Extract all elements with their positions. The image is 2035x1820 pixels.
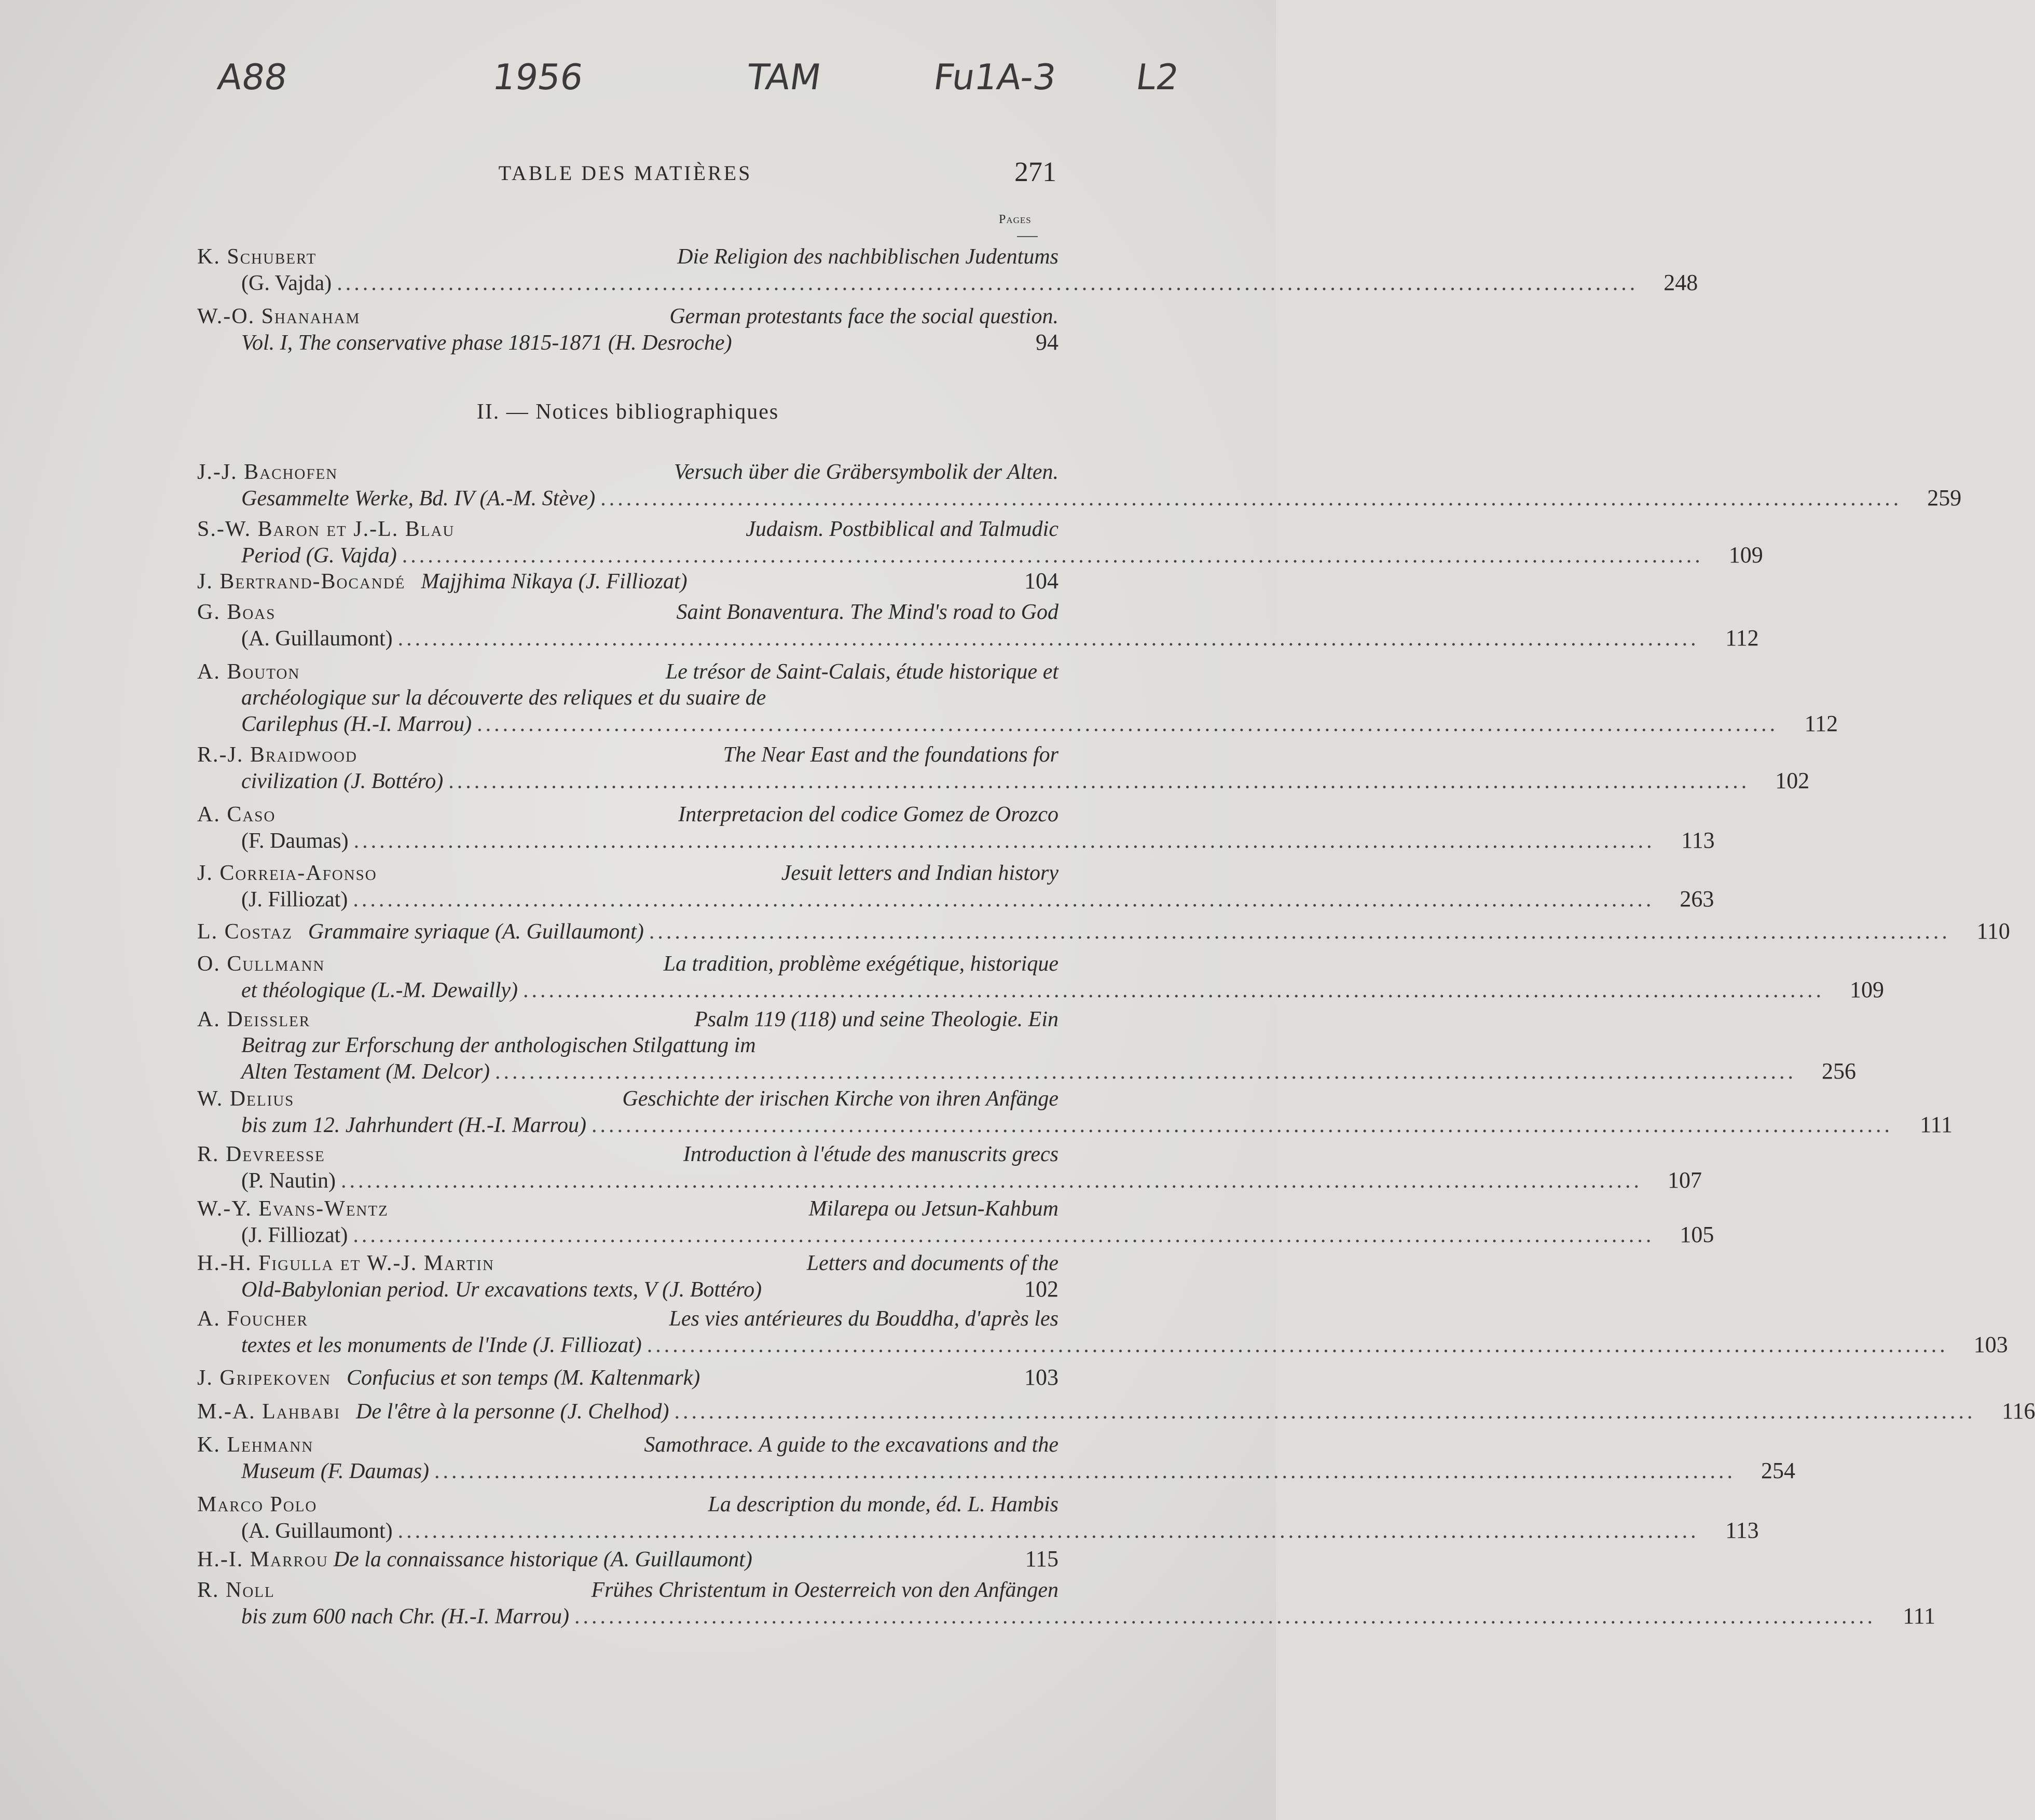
entry-title-line: Psalm 119 (118) und seine Theologie. Ein (694, 1008, 1058, 1031)
entry-title-line: archéologique sur la découverte des reliques et du suaire de (241, 686, 766, 710)
toc-entry (197, 860, 1714, 913)
toc-entry (197, 599, 1759, 652)
entry-author: R.-J. Braidwood (197, 743, 358, 767)
entry-title-line: Gesammelte Werke, Bd. IV (A.-M. Stève) (241, 487, 596, 511)
entry-title-line: Judaism. Postbiblical and Talmudic (746, 517, 1058, 541)
entry-title-line: Versuch über die Gräbersymbolik der Alten. (673, 460, 1058, 484)
entry-page: 107 (1668, 1167, 1702, 1193)
toc-entry (197, 304, 1058, 356)
entry-author: L. Costaz (197, 920, 293, 944)
toc-entry (197, 516, 1763, 569)
toc-entry (197, 459, 1962, 512)
entry-author: A. Caso (197, 803, 276, 826)
pages-column-label: Pages (999, 213, 1032, 226)
entry-title-line: Letters and documents of the (806, 1251, 1058, 1275)
entry-title-line: Introduction à l'étude des manuscrits grecs (683, 1142, 1058, 1166)
entry-author: W.-O. Shanaham (197, 305, 361, 328)
toc-entry (197, 1398, 2035, 1425)
toc-entry (197, 1492, 1759, 1544)
entry-title-line: De la connaissance historique (A. Guillaumont) (333, 1548, 752, 1571)
toc-entry (197, 1196, 1714, 1248)
toc-entry (197, 1432, 1796, 1484)
handwritten-mark-2: 1956 (490, 57, 586, 98)
entry-page: 248 (1663, 270, 1698, 295)
leader-dots: ........................................................................................................................................................ (523, 978, 1825, 1002)
entry-title-line: (P. Nautin) (241, 1169, 336, 1193)
entry-title-line: De l'être à la personne (J. Chelhod) (356, 1400, 669, 1424)
entry-title-line: Frühes Christentum in Oesterreich von den Anfängen (591, 1578, 1058, 1602)
entry-author: A. Foucher (197, 1307, 308, 1331)
running-header (197, 156, 1056, 197)
leader-dots: ........................................................................................................................................................ (341, 1169, 1642, 1193)
entry-title-line: Die Religion des nachbiblischen Judentums (677, 245, 1058, 269)
entry-author: K. Lehmann (197, 1433, 314, 1457)
entry-title-line: Le trésor de Saint-Calais, étude historique et (665, 660, 1058, 684)
toc-entry (197, 1006, 1857, 1085)
leader-dots: ........................................................................................................................................................ (600, 487, 1902, 511)
toc-entry (197, 659, 1838, 737)
entry-page: 111 (1920, 1112, 1952, 1137)
entry-title-line: Carilephus (H.-I. Marrou) (241, 712, 472, 736)
entry-page: 109 (1728, 542, 1763, 568)
entry-page: 103 (1024, 1364, 1058, 1390)
entry-title-line: German protestants face the social question. (669, 305, 1058, 328)
toc-entry (197, 1577, 1935, 1630)
entry-title-line: Majjhima Nikaya (J. Filliozat) (421, 570, 688, 594)
entry-author: H.-H. Figulla et W.-J. Martin (197, 1251, 494, 1275)
entry-author: A. Bouton (197, 660, 300, 684)
leader-dots: ........................................................................................................................................................ (591, 1113, 1893, 1137)
entry-title-line: (J. Filliozat) (241, 1223, 348, 1247)
entry-title-line: Grammaire syriaque (A. Guillaumont) (308, 920, 644, 944)
entry-page: 263 (1680, 886, 1714, 912)
leader-dots: ........................................................................................................................................................ (397, 627, 1699, 651)
entry-page: 102 (1775, 768, 1810, 793)
entry-title-line: Samothrace. A guide to the excavations and the (644, 1433, 1058, 1457)
entry-page: 102 (1024, 1276, 1058, 1302)
entry-page: 256 (1822, 1058, 1857, 1084)
entry-title-line: Saint Bonaventura. The Mind's road to God (676, 600, 1058, 624)
toc-entry (197, 1364, 1058, 1391)
header-page-number: 271 (1014, 156, 1056, 187)
leader-dots: ........................................................................................................................................................ (353, 1223, 1655, 1247)
entry-author: M.-A. Lahbabi (197, 1400, 340, 1424)
entry-title-line: Milarepa ou Jetsun-Kahbum (808, 1197, 1058, 1221)
entry-author: W. Delius (197, 1087, 295, 1111)
handwritten-mark-4: Fu1A-3 (931, 57, 1059, 98)
entry-author: G. Boas (197, 600, 276, 624)
leader-dots: ........................................................................................................................................................ (353, 829, 1655, 853)
entry-title-line: Confucius et son temps (M. Kaltenmark) (347, 1366, 700, 1390)
toc-entry (197, 918, 2010, 945)
toc-entry (197, 568, 1058, 595)
leader-dots: ........................................................................................................................................................ (402, 544, 1703, 568)
entry-page: 259 (1927, 485, 1962, 511)
entry-title-line: et théologique (L.-M. Dewailly) (241, 978, 518, 1002)
toc-entry (197, 1086, 1952, 1138)
entry-author: S.-W. Baron et J.-L. Blau (197, 517, 455, 541)
toc-entry (197, 742, 1810, 794)
entry-page: 254 (1761, 1458, 1796, 1483)
leader-dots: ........................................................................................................................................................ (574, 1605, 1876, 1629)
entry-author: J. Correia-Afonso (197, 861, 377, 885)
entry-title-line: Old-Babylonian period. Ur excavations texts, V (J. Bottéro) (241, 1278, 762, 1302)
entry-page: 94 (1036, 329, 1058, 355)
leader-dots: ........................................................................................................................................................ (337, 271, 1639, 295)
entry-title-line: Beitrag zur Erforschung der anthologischen Stilgattung im (241, 1033, 756, 1057)
entry-author: J. Bertrand-Bocandé (197, 570, 406, 594)
header-title: TABLE DES MATIÈRES (498, 161, 752, 185)
entry-title-line: Les vies antérieures du Bouddha, d'après les (669, 1307, 1058, 1331)
entry-author: W.-Y. Evans-Wentz (197, 1197, 389, 1221)
entry-title-line: civilization (J. Bottéro) (241, 769, 444, 793)
entry-title-line: The Near East and the foundations for (723, 743, 1058, 767)
entry-title-line: Vol. I, The conservative phase 1815-1871 (H. Desroche) (241, 331, 732, 355)
entry-author: R. Noll (197, 1578, 275, 1602)
entry-page: 110 (1976, 918, 2010, 944)
toc-entry (197, 951, 1885, 1003)
toc-entry (197, 1250, 1058, 1303)
entry-title-line: Period (G. Vajda) (241, 544, 397, 568)
leader-dots: ........................................................................................................................................................ (649, 920, 1950, 944)
entry-title-line: (J. Filliozat) (241, 888, 348, 912)
entry-page: 104 (1024, 568, 1058, 594)
entry-title-line: (A. Guillaumont) (241, 627, 393, 651)
entry-page: 103 (1973, 1332, 2008, 1357)
leader-dots: ........................................................................................................................................................ (495, 1060, 1797, 1084)
pages-column-rule (1017, 236, 1038, 237)
entry-page: 113 (1681, 828, 1715, 853)
entry-title-line: La tradition, problème exégétique, historique (663, 952, 1058, 976)
entry-title-line: bis zum 12. Jahrhundert (H.-I. Marrou) (241, 1113, 586, 1137)
entry-author: H.-I. Marrou (197, 1548, 328, 1571)
leader-dots: ........................................................................................................................................................ (448, 769, 1750, 793)
entry-author: O. Cullmann (197, 952, 325, 976)
toc-entry (197, 244, 1698, 296)
entry-title-line: (A. Guillaumont) (241, 1519, 393, 1543)
entry-author: A. Deissler (197, 1008, 311, 1031)
entry-page: 112 (1804, 711, 1838, 736)
toc-entry (197, 1306, 2008, 1358)
entry-author: J. Gripekoven (197, 1366, 332, 1390)
entry-author: J.-J. Bachofen (197, 460, 338, 484)
leader-dots: ........................................................................................................................................................ (477, 712, 1779, 736)
entry-author: R. Devreesse (197, 1142, 325, 1166)
entry-title-line: Interpretacion del codice Gomez de Orozco (678, 803, 1058, 826)
handwritten-mark-1: A88 (215, 57, 290, 98)
leader-dots: ........................................................................................................................................................ (397, 1519, 1699, 1543)
leader-dots: ........................................................................................................................................................ (353, 888, 1655, 912)
entry-title-line: Alten Testament (M. Delcor) (241, 1060, 490, 1084)
entry-title-line: (F. Daumas) (241, 829, 349, 853)
entry-title-line: La description du monde, éd. L. Hambis (708, 1493, 1058, 1516)
entry-page: 111 (1903, 1603, 1935, 1629)
entry-author: Marco Polo (197, 1493, 318, 1516)
entry-page: 113 (1725, 1518, 1759, 1543)
toc-entry (197, 1546, 1058, 1573)
entry-author: K. Schubert (197, 245, 317, 269)
entry-title-line: (G. Vajda) (241, 271, 332, 295)
leader-dots: ........................................................................................................................................................ (674, 1400, 1976, 1424)
entry-title-line: Jesuit letters and Indian history (781, 861, 1058, 885)
entry-title-line: Museum (F. Daumas) (241, 1459, 430, 1483)
leader-dots: ........................................................................................................................................................ (434, 1459, 1736, 1483)
entry-page: 109 (1850, 977, 1885, 1002)
entry-title-line: textes et les monuments de l'Inde (J. Filliozat) (241, 1333, 642, 1357)
toc-entry (197, 802, 1715, 854)
section-heading: II. — Notices bibliographiques (476, 400, 779, 424)
handwritten-mark-5: L2 (1133, 57, 1181, 98)
toc-entry (197, 1141, 1702, 1194)
leader-dots: ........................................................................................................................................................ (647, 1333, 1948, 1357)
entry-title-line: bis zum 600 nach Chr. (H.-I. Marrou) (241, 1605, 569, 1629)
entry-page: 116 (2002, 1398, 2035, 1424)
entry-page: 112 (1725, 625, 1759, 651)
entry-title-line: Geschichte der irischen Kirche von ihren Anfänge (622, 1087, 1058, 1111)
handwritten-mark-3: TAM (744, 57, 824, 98)
entry-page: 105 (1680, 1222, 1714, 1247)
entry-page: 115 (1025, 1546, 1058, 1571)
